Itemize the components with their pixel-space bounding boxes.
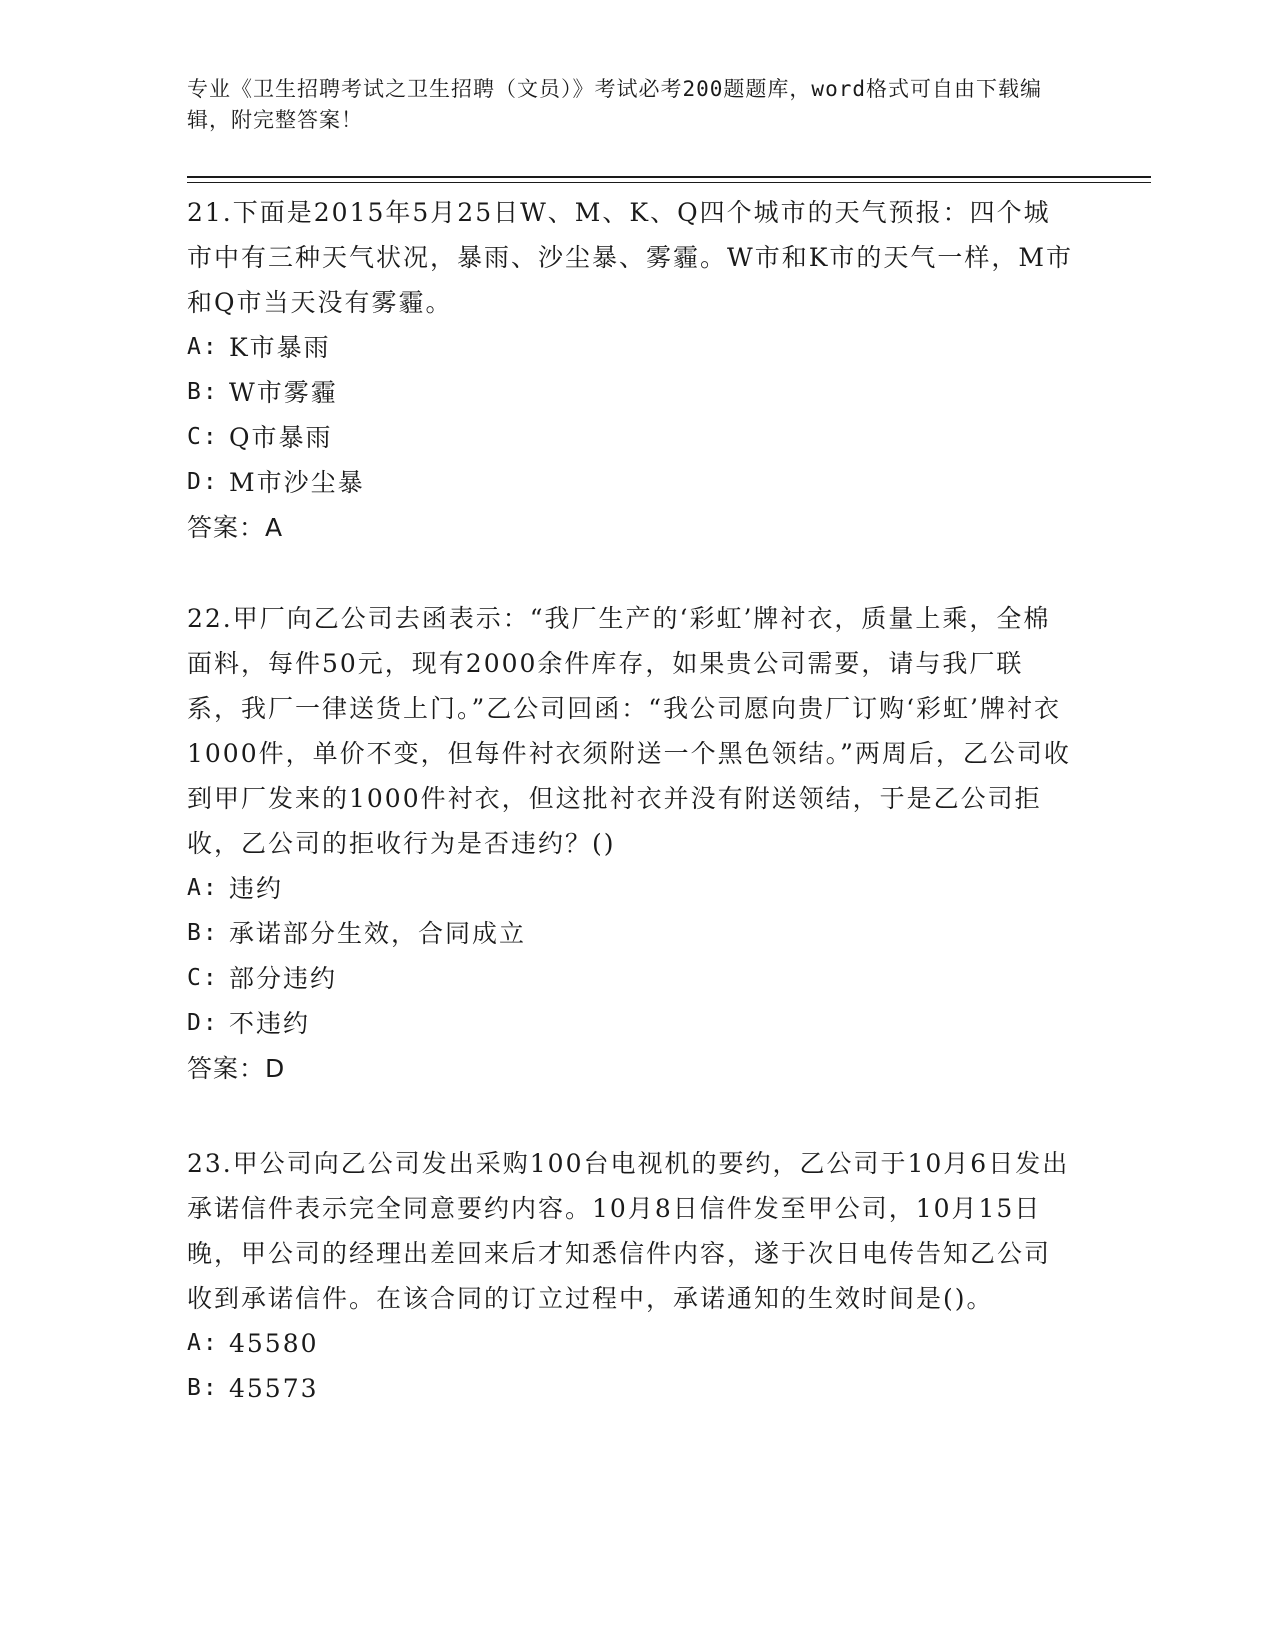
option-text: W市雾霾 (229, 378, 338, 407)
option-letter: D: (187, 1010, 219, 1036)
option-text: 45573 (229, 1374, 319, 1403)
option-letter: A: (187, 1330, 219, 1356)
option-text: 45580 (229, 1329, 319, 1358)
option-letter: D: (187, 469, 219, 495)
option-letter: B: (187, 920, 219, 946)
option-text: 承诺部分生效，合同成立 (229, 919, 527, 948)
option-a (187, 325, 1077, 370)
option-c (187, 956, 1077, 1001)
option-a (187, 1321, 1077, 1366)
option-b (187, 1366, 1077, 1411)
option-c (187, 415, 1077, 460)
question-stem: 23.甲公司向乙公司发出采购100台电视机的要约，乙公司于10月6日发出承诺信件表示完全同意要约内容。10月8日信件发至甲公司，10月15日晚，甲公司的经理出差回来后才知悉信件内容，遂于次日电传告知乙公司收到承诺信件。在该合同的订立过程中，承诺通知的生效时间是()。 (187, 1149, 1070, 1313)
question-stem: 22.甲厂向乙公司去函表示：“我厂生产的‘彩虹’牌衬衣，质量上乘，全棉面料，每件50元，现有2000余件库存，如果贵公司需要，请与我厂联系，我厂一律送货上门。”乙公司回函：“我公司愿向贵厂订购‘彩虹’牌衬衣1000件，单价不变，但每件衬衣须附送一个黑色领结。”两周后，乙公司收到甲厂发来的1000件衬衣，但这批衬衣并没有附送领结，于是乙公司拒收，乙公司的拒收行为是否违约？() (187, 604, 1071, 858)
answer-line: 答案：D (187, 1054, 286, 1083)
option-text: M市沙尘暴 (229, 468, 365, 497)
option-d (187, 1001, 1077, 1046)
option-b (187, 911, 1077, 956)
header-divider-thick (187, 176, 1151, 178)
option-text: Q市暴雨 (229, 423, 333, 452)
question-23 (187, 1141, 1077, 1411)
question-stem: 21.下面是2015年5月25日W、M、K、Q四个城市的天气预报：四个城市中有三种天气状况，暴雨、沙尘暴、雾霾。W市和K市的天气一样，M市和Q市当天没有雾霾。 (187, 198, 1073, 317)
document-header: 专业《卫生招聘考试之卫生招聘（文员）》考试必考200题题库，word格式可自由下载编辑，附完整答案！ (187, 77, 1042, 132)
answer-line: 答案：A (187, 513, 284, 542)
option-letter: A: (187, 334, 219, 360)
option-d (187, 460, 1077, 505)
option-letter: B: (187, 1375, 219, 1401)
option-letter: C: (187, 965, 219, 991)
option-text: 不违约 (229, 1009, 311, 1038)
question-21 (187, 190, 1077, 550)
option-b (187, 370, 1077, 415)
option-a (187, 866, 1077, 911)
option-text: 部分违约 (229, 964, 338, 993)
header-divider-thin (187, 182, 1151, 183)
option-letter: C: (187, 424, 219, 450)
option-letter: A: (187, 875, 219, 901)
option-text: K市暴雨 (229, 333, 331, 362)
option-letter: B: (187, 379, 219, 405)
option-text: 违约 (229, 874, 284, 903)
question-22 (187, 596, 1077, 1091)
